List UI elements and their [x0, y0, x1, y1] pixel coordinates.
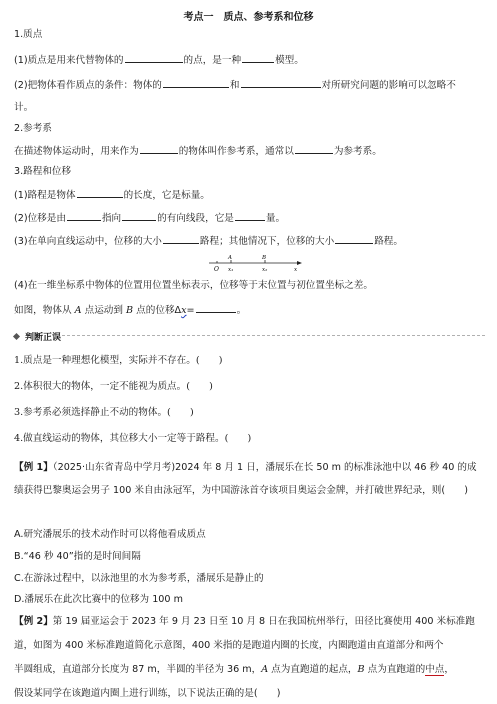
question-line [14, 52, 487, 67]
text-segment: 在描述物体运动时，用来作为 [14, 146, 139, 157]
text-segment: 的点，是一种 [183, 55, 242, 66]
text-segment: 量。 [265, 213, 286, 224]
fill-blank[interactable] [163, 233, 199, 244]
point-a-ref: A [261, 664, 269, 675]
text-segment: = [186, 305, 195, 316]
fill-blank[interactable] [77, 187, 123, 198]
page-title: 考点一 质点、参考系和位移 [183, 12, 314, 23]
question-line [14, 302, 487, 317]
text-segment: 。 [236, 305, 247, 316]
axis-arrow [297, 261, 302, 265]
text-segment: (1)路程是物体 [14, 190, 76, 201]
text-segment: 和 [229, 80, 240, 91]
option-d[interactable]: D.潘展乐在此次比赛中的位移为 100 m [14, 594, 183, 605]
example-2-stem [14, 663, 487, 676]
fill-blank[interactable] [125, 52, 183, 63]
example-2-stem [14, 615, 487, 628]
fill-blank[interactable] [242, 52, 274, 63]
dashed-divider [62, 335, 485, 336]
judge-section-header [14, 330, 61, 343]
question-line [14, 187, 487, 202]
text-segment: 路程；其他情况下，位移的大小 [199, 236, 335, 247]
point-a-ref: A [74, 305, 82, 316]
example-2-stem: 道，如图为 400 米标准跑道简化示意图，400 米指的是跑道内圈的长度，内圈跑道由直道部分和两个 [14, 640, 444, 651]
fill-blank[interactable] [295, 143, 333, 154]
text-segment: 点为直跑道的起点， [268, 664, 358, 675]
text-segment: 指向 [101, 213, 122, 224]
text-segment: 点的位移Δ [133, 305, 182, 316]
delta-x-symbol: x [181, 305, 187, 316]
text-segment: (2)把物体看作质点的条件：物体的 [14, 80, 162, 91]
question-line [14, 143, 487, 158]
fill-blank[interactable] [241, 77, 321, 88]
x2-label: x₂ [262, 267, 268, 273]
text-segment: 为参考系。 [333, 146, 382, 157]
example-1-stem [14, 484, 487, 497]
judge-item: 2.体积很大的物体，一定不能视为质点。( ) [14, 381, 213, 392]
option-a[interactable]: A.研究潘展乐的技术动作时可以将他看成质点 [14, 529, 206, 540]
question-line: 计。 [14, 102, 34, 113]
text-segment: 路程。 [374, 236, 403, 247]
text-segment: 绩获得巴黎奥运会男子 100 米自由泳冠军，为中国游泳首夺该项目奥运会金牌，并打破世界纪录，则 [14, 485, 442, 496]
text-segment: 对所研究问题的影响可以忽略不 [321, 80, 456, 91]
fill-blank[interactable] [235, 210, 265, 221]
example-1-stem [14, 461, 487, 474]
fill-blank[interactable] [122, 210, 156, 221]
text-segment: (3)在单向直线运动中，位移的大小 [14, 236, 162, 247]
judge-section-label: 判断正误 [25, 333, 62, 343]
question-line [14, 210, 487, 225]
text-segment: 点运动到 [81, 305, 127, 316]
text-segment: （2025·山东省青岛中学月考)2024 年 8 月 1 日，潘展乐在长 50 m 的标准泳池中以 46 秒 40 的成 [52, 462, 477, 473]
section-heading-particle: 1.质点 [14, 29, 43, 40]
text-segment: 第 19 届亚运会于 2023 年 9 月 23 日至 10 月 8 日在我国杭州举行，田径比赛使用 400 米标准跑 [52, 616, 475, 627]
example-2-stem: 假设某同学在该跑道内圈上进行训练，以下说法正确的是( ) [14, 688, 281, 699]
option-b[interactable]: B.“46 秒 40”指的是时间间隔 [14, 551, 141, 562]
text-segment: (1)质点是用来代替物体的 [14, 55, 124, 66]
text-segment: ， [444, 664, 454, 675]
fill-blank[interactable] [140, 143, 178, 154]
judge-item: 4.做直线运动的物体，其位移大小一定等于路程。( ) [14, 433, 252, 444]
judge-item: 1.质点是一种理想化模型，实际并不存在。( ) [14, 355, 223, 366]
origin-label: O [214, 266, 219, 273]
text-segment: 点为直跑道的 [364, 664, 426, 675]
option-c[interactable]: C.在游泳过程中，以泳池里的水为参考系，潘展乐是静止的 [14, 573, 264, 584]
x-axis-label: x [294, 267, 298, 273]
diamond-icon [13, 333, 20, 340]
fill-blank[interactable] [196, 302, 236, 313]
point-b-ref: B [126, 305, 134, 316]
point-b-label: B [262, 255, 267, 261]
example-2-label: 【例 2】 [14, 616, 53, 627]
section-heading-reference-frame: 2.参考系 [14, 123, 52, 134]
example-1-label: 【例 1】 [14, 462, 53, 473]
x1-label: x₁ [228, 267, 234, 273]
text-segment: 的有向线段，它是 [157, 213, 234, 224]
section-heading-path-displacement: 3.路程和位移 [14, 166, 72, 177]
text-segment: 如图，物体从 [14, 305, 75, 316]
point-a-label: A [228, 255, 232, 261]
text-segment: (2)位移是由 [14, 213, 66, 224]
point-b-ref: B [357, 664, 365, 675]
fill-blank[interactable] [335, 233, 373, 244]
text-segment: 的物体叫作参考系，通常以 [178, 146, 294, 157]
text-segment: 的长度，它是标量。 [123, 190, 210, 201]
fill-blank[interactable] [67, 210, 101, 221]
coordinate-axis-figure [205, 254, 305, 276]
question-line: (4)在一维坐标系中物体的位置用位置坐标表示，位移等于末位置与初位置坐标之差。 [14, 280, 373, 291]
midpoint-highlight: 中点 [425, 664, 445, 675]
question-line [14, 233, 487, 248]
text-segment: 模型。 [275, 55, 304, 66]
text-segment: 半圆组成，直道部分长度为 87 m，半圆的半径为 36 m， [14, 664, 262, 675]
fill-blank[interactable] [163, 77, 229, 88]
judge-item: 3.参考系必须选择静止不动的物体。( ) [14, 407, 194, 418]
answer-paren: ( ) [441, 485, 469, 496]
question-line [14, 77, 487, 92]
